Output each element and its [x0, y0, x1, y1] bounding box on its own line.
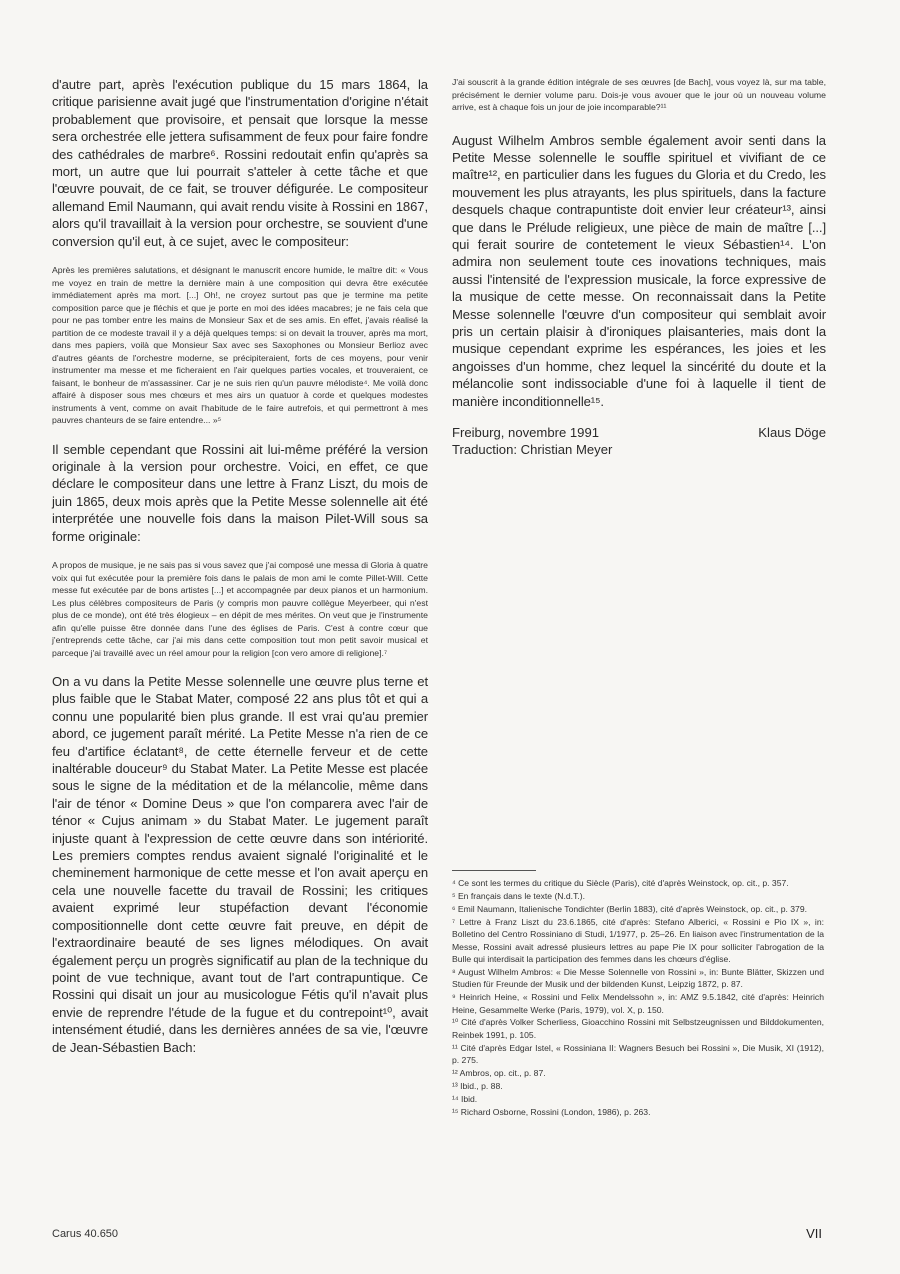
footnote-9: ⁹ Heinrich Heine, « Rossini und Felix Mendelssohn », in: AMZ 9.5.1842, cité d'après: Heinrich Heine, Gesammelte Werke (Paris, 1979), vol. X, p. 150.	[452, 992, 824, 1015]
translation-credit: Traduction: Christian Meyer	[452, 442, 613, 457]
footnote-7: ⁷ Lettre à Franz Liszt du 23.6.1865, cité d'après: Stefano Alberici, « Rossini e Pio IX », in: Bolletino del Centro Rossiniano di Studi, 1/1977, p. 25–26. En liaison avec l'instrumentation de la Messe, Rossini avait adressé plusieurs lettres au pape Pie IX pour solliciter l'abrogation de la Bulle qui interdisait la participation des femmes dans les chœurs d'église.	[452, 916, 824, 964]
paragraph-4: August Wilhelm Ambros semble également avoir senti dans la Petite Messe solennelle le souffle spirituel et vivifiant de ce maître¹², en particulier dans les fugues du Gloria et du Credo, les mouvement les plus atrayants, les plus spirituels, dans la facture desquels chaque contrapuntiste doit envier leur créateur¹³, ainsi que dans le Prélude religieux, une pièce de main de maître [...] qui ferait sourire de contetement le vieux Sébastien¹⁴. L'on admira non seulement toute ces inovations techniques, mais aussi l'intensité de l'expression musicale, la force expressive de la musique de cette messe. On reconnaissait dans la Petite Messe solennelle l'œuvre d'un compositeur qui semblait avoir pris un certain plaisir à d'ironiques plaisanteries, mais dont la musique cependant exprime les espérances, les joies et les angoisses d'un homme, chez lequel la sincérité du doute et la mélancolie sont indissociable d'une foi à laquelle il tient de manière inconditionnelle¹⁵.	[452, 132, 826, 409]
quote-liszt-letter: A propos de musique, je ne sais pas si vous savez que j'ai composé une messa di Gloria à quatre voix qui fut exécutée pour la première fois dans le palais de mon ami le comte Pillet-Will. Cette messe fut exécutée par de bons artistes [...] et accompagnée par deux pianos et un harmonium. Les plus célèbres compositeurs de Paris (y compris mon pauvre collègue Meyerbeer, qui n'est plus de ce monde), ont été très élogieux – en dépit de mes mérites. On veut que je l'instrumente afin qu'elle puisse être donnée dans l'une des églises de Paris. C'est à contre cœur que j'entreprends cette tâche, car j'ai mis dans cette composition tout mon petit savoir musical et parceque j'ai travaillé avec un réel amour pour la religion [con vero amore di religione].⁷	[52, 560, 428, 658]
footnote-4: ⁴ Ce sont les termes du critique du Siècle (Paris), cité d'après Weinstock, op. cit., p. 357.	[452, 878, 789, 888]
left-column	[52, 76, 428, 1070]
page-number: VII	[806, 1226, 822, 1241]
author-name: Klaus Döge	[758, 425, 826, 440]
signature-row	[452, 424, 826, 441]
footnote-10: ¹⁰ Cité d'après Volker Scherliess, Gioacchino Rossini mit Selbstzeugnissen und Bilddokumenten, Reinbek 1991, p. 105.	[452, 1017, 824, 1040]
footnote-14: ¹⁴ Ibid.	[452, 1093, 478, 1104]
footnote-6: ⁶ Emil Naumann, Italienische Tondichter (Berlin 1883), cité d'après Weinstock, op. cit., p. 379.	[452, 903, 807, 914]
footnote-12: ¹² Ambros, op. cit., p. 87.	[452, 1068, 546, 1079]
footnote-5: ⁵ En français dans le texte (N.d.T.).	[452, 890, 586, 901]
footnote-8: ⁸ August Wilhelm Ambros: « Die Messe Solennelle von Rossini », in: Bunte Blätter, Skizzen und Studien für Freunde der Musik und der bildenden Kunst, Leipzig 1872, p. 87.	[452, 966, 824, 990]
paragraph-1: d'autre part, après l'exécution publique du 15 mars 1864, la critique parisienne avait jugé que l'instrumentation d'origine n'était probablement que provisoire, et pensait que lorsque la messe sera orchestrée elle jettera sufisamment de feux pour faire fondre des cathédrales de marbre⁶. Rossini redoutait enfin qu'après sa mort, un autre que lui pourrait s'atteler à cette tâche et que l'œuvre pouvait, de ce fait, se trouver défigurée. Le compositeur allemand Emil Naumann, qui avait rendu visite à Rossini en 1867, alors qu'il travaillait à la version pour orchestre, se souvient d'une conversion qu'il eut, à ce sujet, avec le compositeur:	[52, 77, 428, 249]
quote-naumann: Après les premières salutations, et désignant le manuscrit encore humide, le maître dit: « Vous me voyez en train de mettre la dernière main à une composition qui devra être exécutée immédiatement après ma mort. [...] Oh!, ne croyez surtout pas que je termine ma petite composition parce que je fléchis et que je porte en moi des idées macabres; je ne fais cela que pour ne pas tomber entre les mains de Monsieur Sax et de ses amis. En effet, j'avais réalisé la partition de ce modeste travail il y a déjà quelques temps: si on devait la trouver, après ma mort, dans mes papiers, voilà que Monsieur Sax avec ses Saxophones ou Monsieur Berlioz avec d'autres géants de l'orchestre moderne, se précipiteraient, forts de ces moyens, pour venir instrumenter ma messe et me ficheraient en l'air quelques parties vocales, et trouveraient, ce faisant, le bonheur de m'assassiner. Car je ne suis rien qu'un pauvre mélodiste⁴. Me voilà donc affairé à disposer sous mes chœurs et mes airs un quatuor à corde et quelques modestes instruments à vent, comme on avait l'habitude de le faire autrefois, et qui permettront à mes pauvres chanteurs de se faire entendre... »⁵	[52, 265, 428, 426]
right-column	[452, 76, 826, 458]
place-date: Freiburg, novembre 1991	[452, 425, 600, 440]
paragraph-3: On a vu dans la Petite Messe solennelle une œuvre plus terne et plus faible que le Stabat Mater, composé 22 ans plus tôt et qui a connu une popularité bien plus grande. Il est vrai qu'au premier abord, ce jugement paraît mérité. La Petite Messe n'a rien de ce feu d'artifice éclatant⁸, de cette éternelle ferveur et de cette inaltérable douceur⁹ du Stabat Mater. La Petite Messe est placée sous le signe de la méditation et de la mélancolie, même dans l'air de ténor « Domine Deus » que l'on comparera avec l'air de ténor « Cujus animam » du Stabat Mater. Le jugement paraît injuste quant à l'expression de cette œuvre dans son intériorité. Les premiers comptes rendus avaient signalé l'originalité et le cheminement harmonique de cette messe et l'on avait aperçu en cela une nouvelle facette du travail de Rossini; les critiques avaient exprimé leur stupéfaction devant l'économie compositionnelle dont cette œuvre fait preuve, en dépit de l'extraordinaire beauté de ses lignes mélodiques. On avait également perçu un progrès significatif au plan de la technique du point de vue technique, avant tout de l'art contrapuntique. Ce Rossini qui disait un jour au musicologue Fétis qu'il n'avait plus envie de reprendre l'étude de la fugue et du contrepoint¹⁰, avait intensément étudié, dans les dernières années de sa vie, l'œuvre de Jean-Sébastien Bach:	[52, 674, 428, 1055]
catalog-number: Carus 40.650	[52, 1228, 119, 1240]
footnotes	[452, 870, 824, 1119]
quote-bach-edition: J'ai souscrit à la grande édition intégrale de ses œuvres [de Bach], vous voyez là, sur ma table, précisément le dernier volume paru. Dois-je vous avouer que le jour où un nouveau volume arrive, est à chaque fois un jour de joie incomparable?¹¹	[452, 77, 826, 112]
footnote-15: ¹⁵ Richard Osborne, Rossini (London, 1986), p. 263.	[452, 1106, 651, 1117]
footnote-11: ¹¹ Cité d'après Edgar Istel, « Rossiniana II: Wagners Besuch bei Rossini », Die Musik, XI (1912), p. 275.	[452, 1042, 824, 1066]
paragraph-2: Il semble cependant que Rossini ait lui-même préféré la version originale à la version pour orchestre. Voici, en effet, ce que déclare le compositeur dans une lettre à Franz Liszt, du mois de juin 1865, deux mois après que la Petite Messe solennelle ait été interprétée une nouvelle fois dans la maison Pilet-Will sous sa forme originale:	[52, 441, 428, 544]
footnote-13: ¹³ Ibid., p. 88.	[452, 1081, 503, 1091]
footnote-divider	[452, 870, 536, 871]
